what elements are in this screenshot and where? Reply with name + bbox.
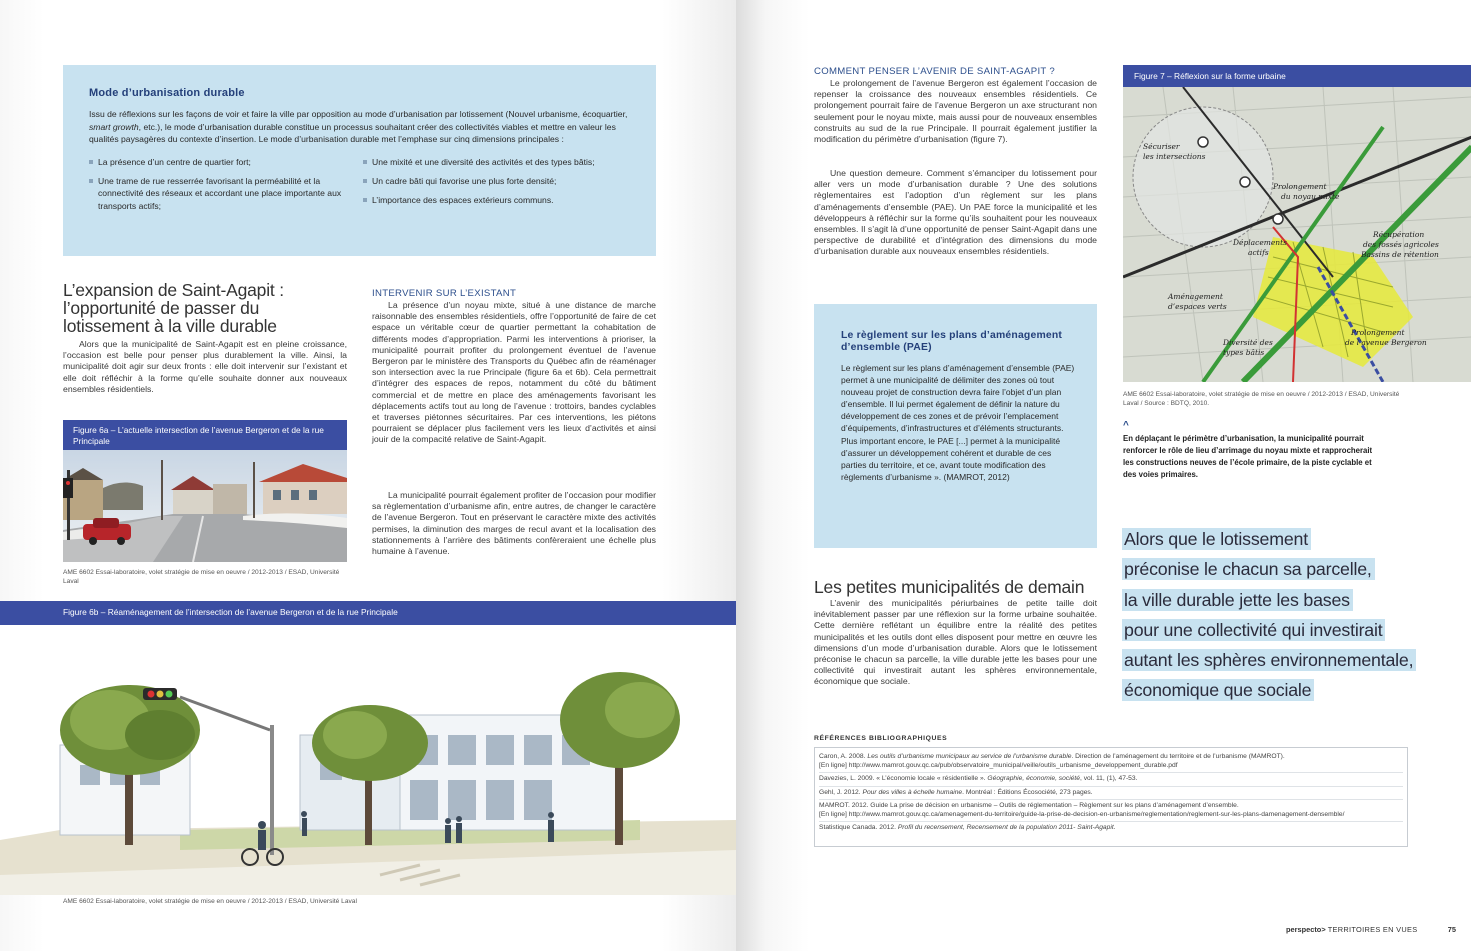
sidebar-box	[63, 65, 656, 256]
brand-logo: perspecto>	[1286, 925, 1326, 934]
map-label-bassins: Bassins de rétention	[1361, 250, 1439, 259]
reference-link[interactable]: [En ligne] http://www.mamrot.gouv.qc.ca/pub/observatoire_municipal/veille/outils_urbanisme_developpement_durable.pdf	[819, 762, 1178, 770]
pull-quote-line: Alors que le lotissement	[1122, 528, 1311, 550]
map-label-amenagement: Aménagement	[1168, 292, 1223, 301]
figure-6a-caption: AME 6602 Essai-laboratoire, volet stratégie de mise en oeuvre / 2012-2013 / ESAD, Université Laval	[63, 569, 340, 585]
reference-item: MAMROT. 2012. Guide La prise de décision en urbanisme – Outils de réglementation – Règlement sur les plans d’aménagement d’ensemble. [En ligne] http://www.mamrot.gouv.qc.ca/amenagement-du-territoire/guide-la-prise-de-decision-en-urbanisme/reglementation/reglement-sur-les-plans-damenagement-densemble/	[819, 800, 1403, 822]
sidebar-bullet: Un cadre bâti qui favorise une plus forte densité;	[363, 175, 623, 187]
figure-6b-drawing	[0, 625, 736, 895]
sidebar-bullet: Une mixité et une diversité des activités et des types bâtis;	[363, 156, 623, 168]
pull-quote-line: autant les sphères environnementale,	[1122, 649, 1416, 671]
map-label-actifs: actifs	[1248, 248, 1269, 257]
sidebar-bullet: L’importance des espaces extérieurs communs.	[363, 194, 623, 206]
section-body-petites: L’avenir des municipalités périurbaines de petite taille doit inévitablement passer par une réflexion sur la forme urbaine souhaitée. Cette dernière reflétant un équilibre entre la réalité des petites municipalités et les outils dont elles disposent pour mettre en œuvre les dimensions d’un mode d’urbanisation durable. Alors que le lotissement préconise le chacun sa parcelle, la ville durable jette les bases pour une collectivité qui investirait autant les sphères environnementale, économique que sociale.	[814, 598, 1097, 687]
pae-box	[814, 304, 1097, 548]
section-body-existant-p2: La municipalité pourrait également profiter de l’occasion pour modifier sa règlementation d’urbanisme afin, entre autres, de changer le caractère de l’avenue Bergeron. Tout en préservant le caractère mixte des activités permises, la diminution des marges de recul avant et la localisation des stationnements à l’arrière des bâtiments confèreraient une échelle plus humaine à l’avenue.	[372, 490, 657, 557]
reference-item: Davezies, L. 2009. « L’économie locale « résidentielle ». Géographie, économie, société, vol. 11, (1), 47-53.	[819, 773, 1403, 786]
map-label-recuperation: Récupération	[1373, 230, 1425, 239]
footer-section: TERRITOIRES EN VUES	[1327, 925, 1418, 934]
map-label-deplacements: Déplacements	[1233, 238, 1288, 247]
map-label-avenue: de l’avenue Bergeron	[1345, 338, 1427, 347]
section-body-avenir-p2: Une question demeure. Comment s’émanciper du lotissement pour aller vers un mode d’urbanisation durable ? Une des solutions règlementaires est l’adoption d’un règlement sur les plans d’aménagements d’ensemble (PAE). Un PAE force la municipalité et les développeurs à réfléchir sur la forme qu’ils souhaitent pour les nouveaux ensembles. Il s’agit là d’une opportunité de penser Saint-Agapit dans une perspective de durabilité et d’intégration des dimensions du mode d’urbanisation durable aux nouveaux ensembles résidentiels.	[814, 168, 1097, 257]
sidebar-bullets-col1	[89, 156, 363, 220]
reference-link[interactable]: [En ligne] http://www.mamrot.gouv.qc.ca/amenagement-du-territoire/guide-la-prise-de-decision-en-urbanisme/reglementation/reglement-sur-les-plans-damenagement-densemble/	[819, 811, 1345, 819]
pull-quote-line: pour une collectivité qui investirait	[1122, 619, 1385, 641]
figure-7-caption: AME 6602 Essai-laboratoire, volet stratégie de mise en oeuvre / 2012-2013 / ESAD, Université Laval / Source : BDTQ, 2010.	[1123, 391, 1400, 407]
pull-quote-line: économique que sociale	[1122, 679, 1314, 701]
figure-7-callout: En déplaçant le périmètre d’urbanisation, la municipalité pourrait renforcer le rôle de lieu d’arrimage du noyau mixte et rapprocherait les constructions neuves de l’école primaire, de la piste cyclable et des voies primaires.	[1123, 434, 1373, 480]
map-label-intersections: les intersections	[1143, 152, 1206, 161]
reference-item: Caron, A. 2008. Les outils d’urbanisme municipaux au service de l’urbanisme durable. Direction de l’aménagement du territoire et de l’urbanisme (MAMROT). [En ligne] http://www.mamrot.gouv.qc.ca/pub/observatoire_municipal/veille/outils_urbanisme_developpement_durable.pdf	[819, 751, 1403, 773]
sidebar-intro: Issu de réflexions sur les façons de voir et faire la ville par opposition au mode d’urbanisation par lotissement (Nouvel urbanisme, écoquartier, smart growth, etc.), le mode d’urbanisation durable constitue un processus souhaitant créer des collectivités viables et mettre en valeur les qualités paysagères du contexte d’insertion. Le mode d’urbanisation durable met l’emphase sur cinq dimensions principales :	[89, 109, 628, 144]
map-label-espaces: d’espaces verts	[1168, 302, 1227, 311]
section-heading-existant: INTERVENIR SUR L’EXISTANT	[372, 288, 517, 299]
page-number: 75	[1447, 925, 1456, 934]
sidebar-bullets	[89, 156, 630, 220]
figure-6a-photo	[63, 450, 347, 562]
figure-6b-title: Figure 6b – Réaménagement de l’intersection de l’avenue Bergeron et de la rue Principale	[0, 601, 736, 625]
section-heading-avenir: COMMENT PENSER L’AVENIR DE SAINT-AGAPIT ?	[814, 66, 1056, 77]
reference-item: Gehl, J. 2012. Pour des villes à échelle humaine. Montréal : Éditions Écosociété, 273 pages.	[819, 787, 1403, 800]
reference-item: Statistique Canada. 2012. Profil du recensement, Recensement de la population 2011- Saint-Agapit.	[819, 824, 1116, 832]
map-label-securiser: Sécuriser	[1143, 142, 1180, 151]
section-body-existant-p1: La présence d’un noyau mixte, situé à une distance de marche raisonnable des ensembles résidentiels, offre l’opportunité de faire de cet espace un véritable cœur de quartier permettant la cohabitation de différents modes d’appropriation. Parmi les interventions à prioriser, la municipalité pourrait profiter du prolongement éventuel de l’avenue Bergeron par le ministère des Transports du Québec afin de réaménager son intersection avec la rue Principale (figure 6a et 6b). Cela permettrait d’intégrer des espaces de repos, notamment du côté du bâtiment commercial et de mettre en place des aménagements favorisant les déplacements actifs tout au long de l’avenue : trottoirs, bandes cyclables et traverses piétonnes sécuritaires. Par ces interventions, les piétons pourraient se déplacer plus facilement vers les lieux d’activités et ainsi jouir de la compacité relative de Saint-Agapit.	[372, 300, 656, 445]
map-label-prolongement-bergeron: Prolongement	[1351, 328, 1405, 337]
map-label-noyau: du noyau mixte	[1281, 192, 1340, 201]
pull-quote-line: la ville durable jette les bases	[1122, 589, 1353, 611]
figure-6a-title: Figure 6a – L’actuelle intersection de l’avenue Bergeron et de la rue Principale	[63, 420, 347, 450]
section-body-expansion: Alors que la municipalité de Saint-Agapit est en pleine croissance, l’occasion est belle pour penser plus durablement la ville. Ainsi, la municipalité doit agir sur deux fronts : elle doit intervenir sur l’existant et elle doit réfléchir à la forme qu’elle souhaite donner aux nouveaux ensembles résidentiels.	[63, 339, 347, 394]
pull-quote	[1122, 528, 1442, 710]
sidebar-title: Mode d’urbanisation durable	[89, 87, 245, 99]
map-label-diversite: Diversité des	[1223, 338, 1273, 347]
map-label-prolongement: Prolongement	[1273, 182, 1327, 191]
pull-quote-line: préconise le chacun sa parcelle,	[1122, 558, 1375, 580]
figure-7-title: Figure 7 – Réflexion sur la forme urbaine	[1123, 65, 1471, 87]
sidebar-bullets-col2	[363, 156, 623, 220]
sidebar-bullet: La présence d’un centre de quartier fort;	[89, 156, 363, 168]
sidebar-bullet: Une trame de rue resserrée favorisant la perméabilité et la connectivité des réseaux et accordant une place importante aux transports actifs;	[89, 175, 363, 212]
section-heading-petites: Les petites municipalités de demain	[814, 577, 1085, 597]
right-page	[736, 0, 1471, 951]
caret-up-icon: ^	[1123, 420, 1129, 431]
map-label-fosses: des fossés agricoles	[1363, 240, 1439, 249]
section-heading-expansion: L’expansion de Saint-Agapit : l’opportunité de passer du lotissement à la ville durable	[63, 280, 284, 336]
pae-text: Le règlement sur les plans d’aménagement d’ensemble (PAE) permet à une municipalité de délimiter des zones où tout nouveau projet de construction devra faire l’objet d’un plan d’ensemble. Il lui permet également de définir la nature du développement de ces zones et de prévoir l’emplacement d’équipements, d’infrastructures et d’éléments structurants. Plus important encore, le PAE [...] permet à la municipalité d’assurer un développement cohérent et durable de ces parties du territoire, et ce, avant toute modification des règlements d’urbanisme ». (MAMROT, 2012)	[841, 363, 1075, 482]
references-box	[814, 747, 1408, 847]
section-body-avenir-p1: Le prolongement de l’avenue Bergeron est également l’occasion de repenser la croissance des nouveaux ensembles résidentiels. Ce prolongement pourrait faire de l’avenue Bergeron un axe structurant non seulement pour le noyau mixte, mais aussi pour de nouveaux ensembles construits au sud de la rue Principale. Il pourrait également justifier la modification du périmètre d’urbanisation (figure 7).	[814, 78, 1097, 145]
pae-title: Le règlement sur les plans d’aménagement d’ensemble (PAE)	[841, 330, 1063, 353]
map-label-types: types bâtis	[1223, 348, 1265, 357]
figure-6b-caption: AME 6602 Essai-laboratoire, volet stratégie de mise en oeuvre / 2012-2013 / ESAD, Université Laval	[63, 898, 357, 905]
references-title: RÉFÉRENCES BIBLIOGRAPHIQUES	[814, 735, 948, 742]
figure-7-map	[1123, 87, 1471, 382]
page-footer	[1286, 925, 1456, 934]
